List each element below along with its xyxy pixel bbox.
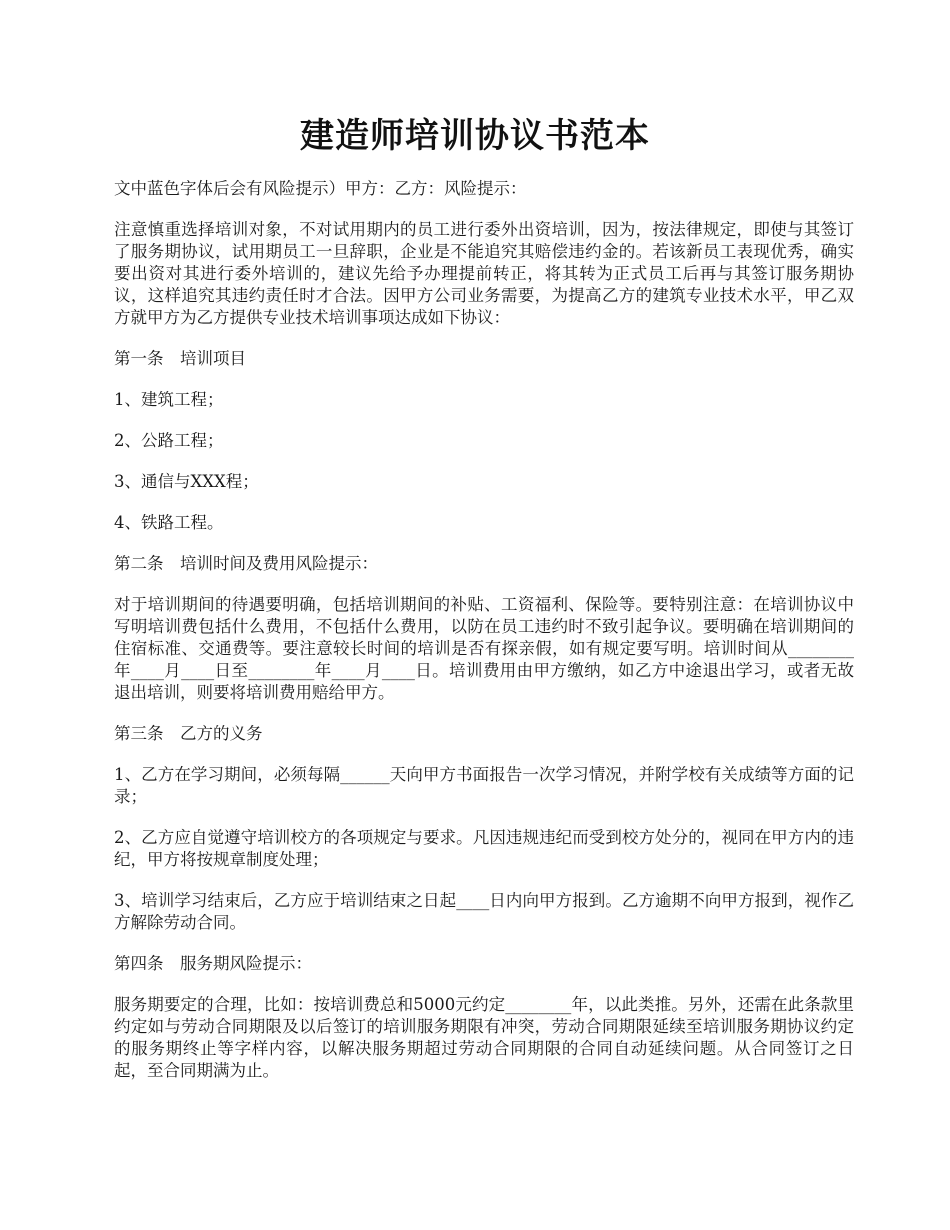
intro-paragraph: 文中蓝色字体后会有风险提示）甲方：乙方：风险提示： — [114, 179, 527, 198]
list-item: 4、铁路工程。 — [114, 513, 224, 532]
list-item: 3、培训学习结束后，乙方应于培训结束之日起____日内向甲方报到。乙方逾期不向甲方报到，视作乙方解除劳动合同。 — [114, 891, 854, 932]
list-item: 1、建筑工程； — [114, 390, 224, 409]
document-title: 建造师培训协议书范本 — [300, 116, 650, 156]
list-item: 2、公路工程； — [114, 431, 224, 450]
list-item: 2、乙方应自觉遵守培训校方的各项规定与要求。凡因违规违纪而受到校方处分的，视同在甲方内的违纪，甲方将按规章制度处理； — [114, 828, 854, 869]
document-body — [114, 178, 854, 1101]
article-3-heading: 第三条 乙方的义务 — [114, 724, 263, 743]
article-1-heading: 第一条 培训项目 — [114, 349, 246, 368]
list-item: 3、通信与XXX程； — [114, 472, 259, 491]
article-4-paragraph: 服务期要定的合理，比如：按培训费总和5000元约定________年，以此类推。另外，还需在此条款里约定如与劳动合同期限及以后签订的培训服务期限有冲突，劳动合同期限延续至培训服务期协议约定的服务期终止等字样内容，以解决服务期超过劳动合同期限的合同自动延续问题。从合同签订之日起，至合同期满为止。 — [114, 995, 854, 1080]
list-item: 1、乙方在学习期间，必须每隔______天向甲方书面报告一次学习情况，并附学校有关成绩等方面的记录； — [114, 765, 854, 806]
article-4-heading: 第四条 服务期风险提示： — [114, 954, 312, 973]
article-2-heading: 第二条 培训时间及费用风险提示： — [114, 554, 378, 573]
risk-notice-paragraph: 注意慎重选择培训对象，不对试用期内的员工进行委外出资培训，因为，按法律规定，即使与其签订了服务期协议，试用期员工一旦辞职，企业是不能追究其赔偿违约金的。若该新员工表现优秀，确实要出资对其进行委外培训的，建议先给予办理提前转正，将其转为正式员工后再与其签订服务期协议，这样追究其违约责任时才合法。因甲方公司业务需要，为提高乙方的建筑专业技术水平，甲乙双方就甲方为乙方提供专业技术培训事项达成如下协议： — [114, 220, 854, 327]
article-2-paragraph: 对于培训期间的待遇要明确，包括培训期间的补贴、工资福利、保险等。要特别注意：在培训协议中写明培训费包括什么费用，不包括什么费用，以防在员工违约时不致引起争议。要明确在培训期间的住宿标准、交通费等。要注意较长时间的培训是否有探亲假，如有规定要写明。培训时间从________年____月____日至________年____月____日。培训费用由甲方缴纳，如乙方中途退出学习，或者无故退出培训，则要将培训费用赔给甲方。 — [114, 595, 854, 702]
